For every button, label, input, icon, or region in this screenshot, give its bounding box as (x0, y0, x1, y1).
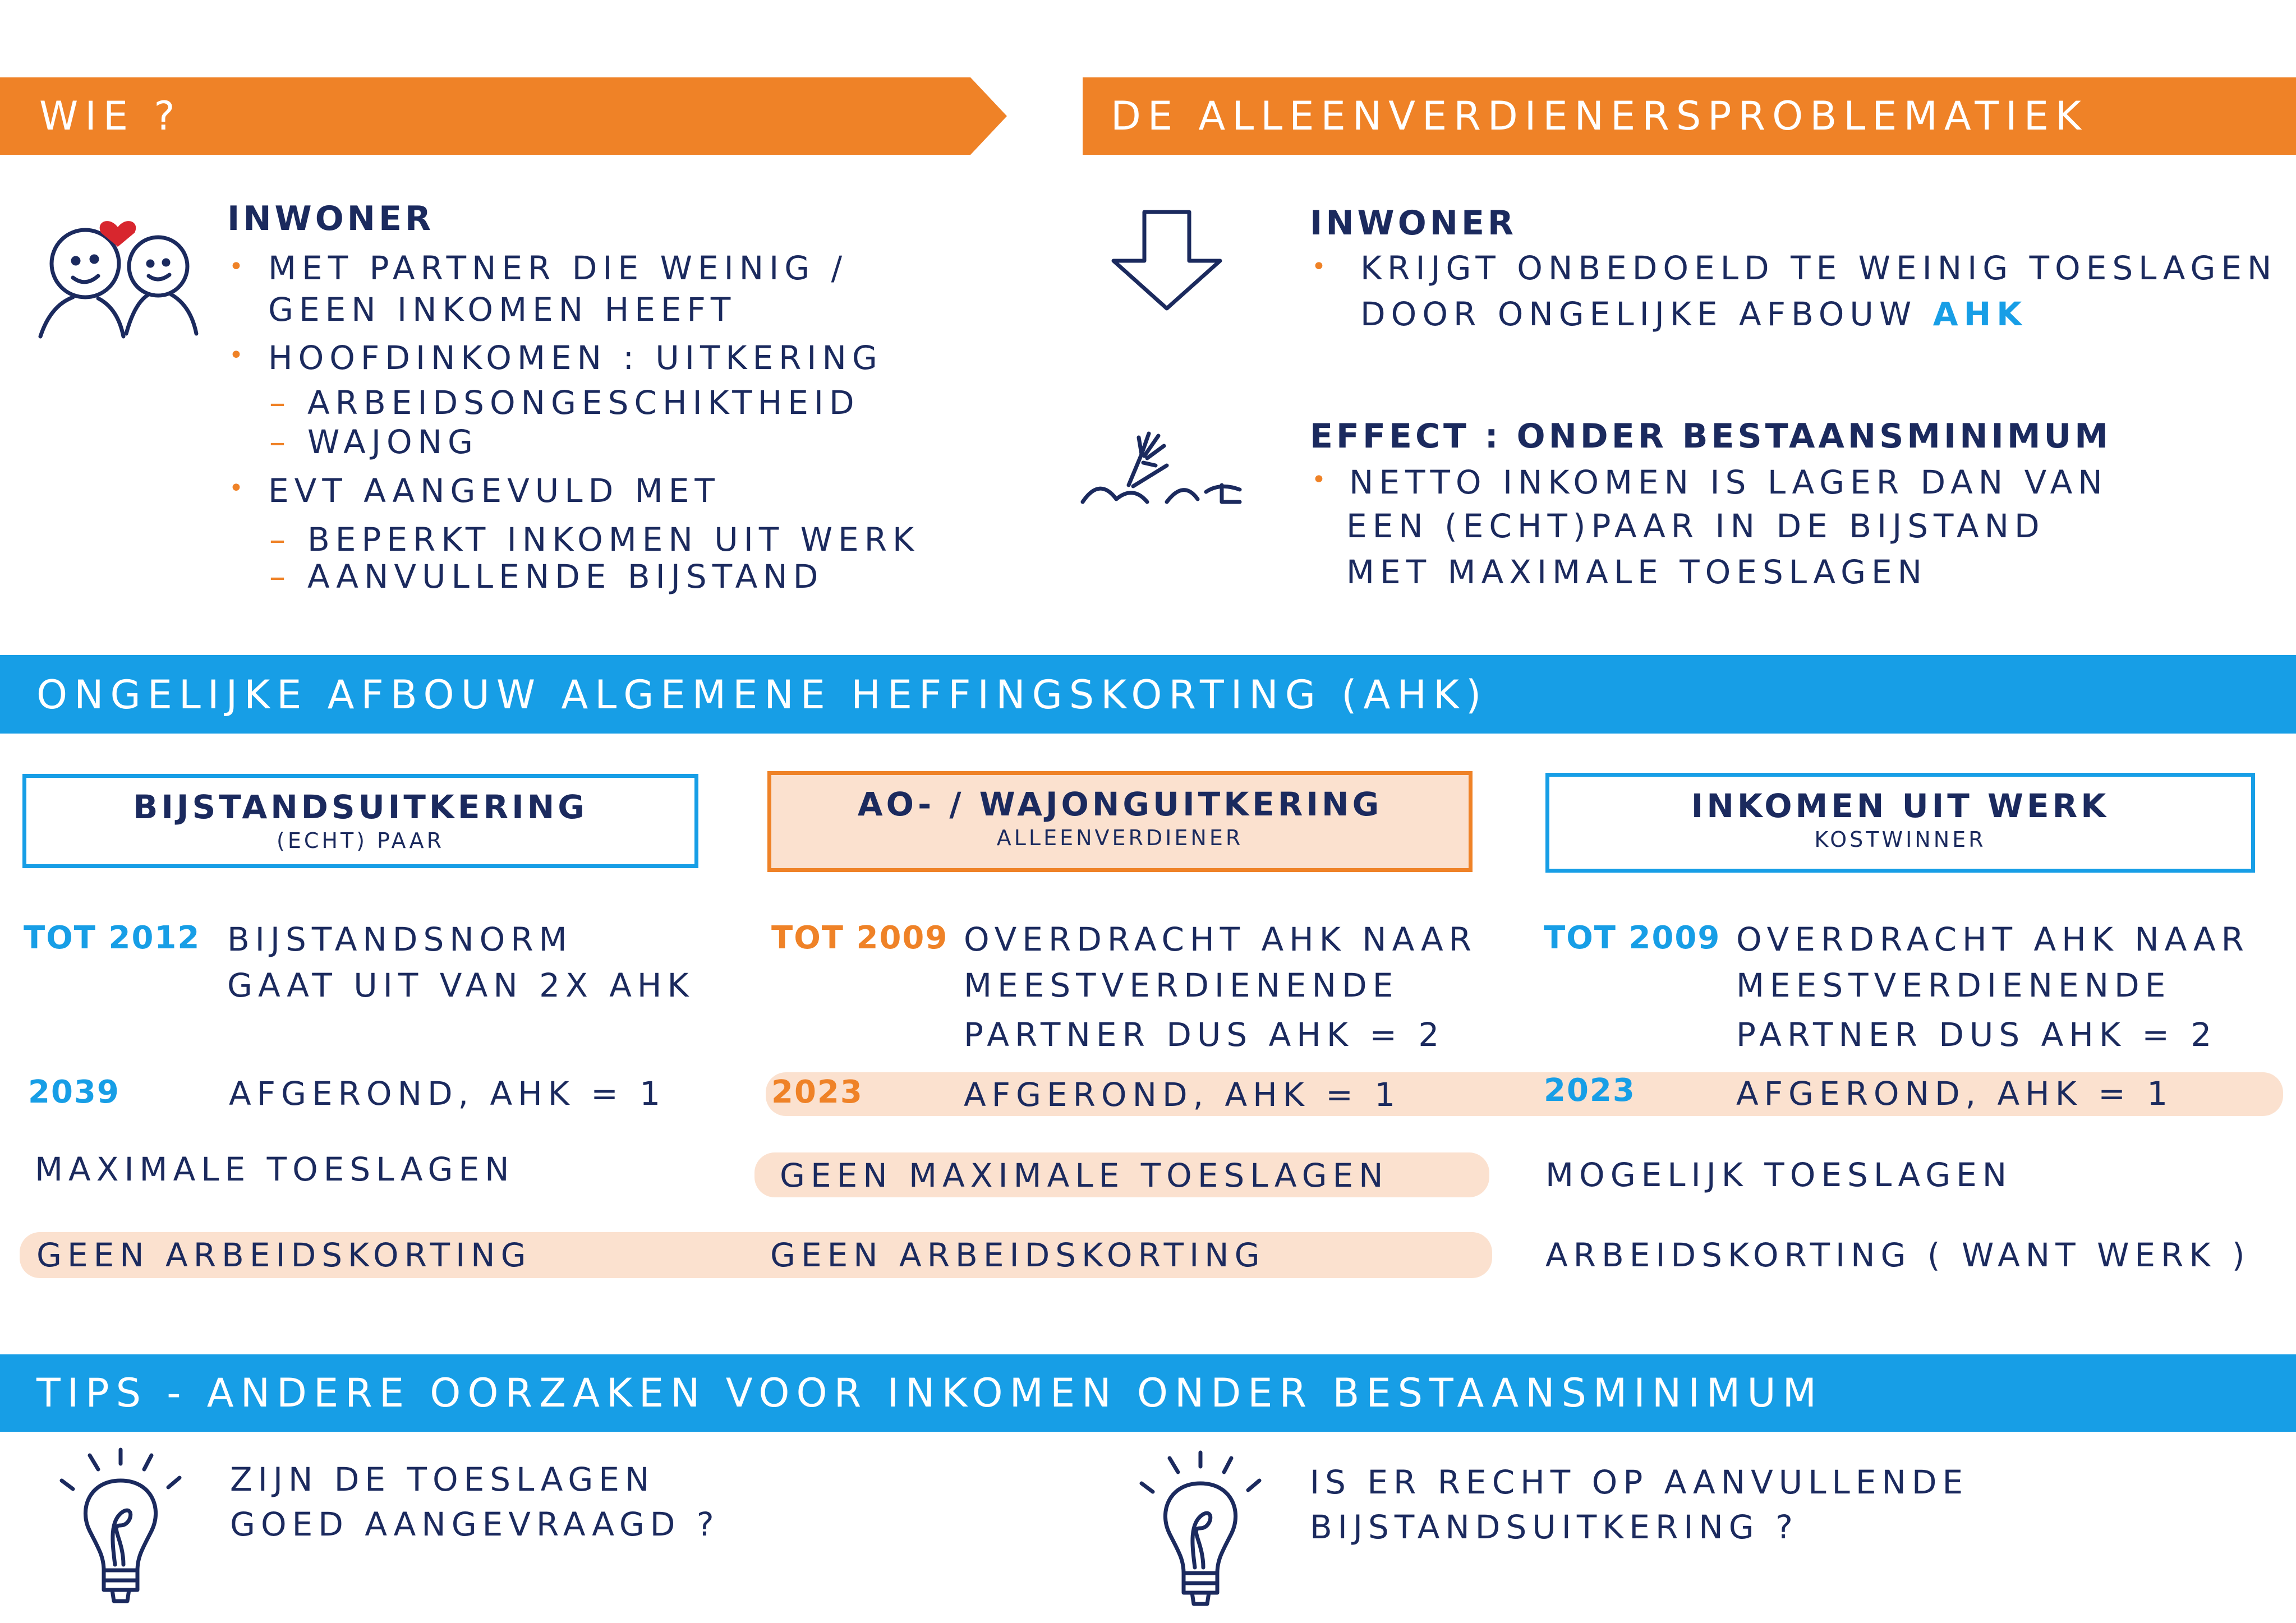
col2-text1-line1: OVERDRACHT AHK NAAR (964, 920, 1477, 958)
wie-bullet3-sub2: AANVULLENDE BIJSTAND (307, 557, 824, 596)
dash: – (269, 423, 291, 461)
arrow-down-icon (1099, 208, 1234, 320)
col2-text2: AFGEROND, AHK = 1 (964, 1076, 1401, 1114)
problem-line2 (1360, 292, 2027, 336)
wie-bullet2-sub2: WAJONG (307, 423, 478, 461)
col2-row4: GEEN ARBEIDSKORTING (770, 1236, 1266, 1274)
problem-title: DE ALLEENVERDIENERSPROBLEMATIEK (1111, 93, 2088, 139)
col1-text1-line1: BIJSTANDSNORM (227, 920, 573, 958)
couple-icon (34, 208, 202, 342)
year-label: 2023 (1544, 1072, 1636, 1109)
wie-bullet3: EVT AANGEVULD MET (268, 472, 720, 510)
col3-text1-line1: OVERDRACHT AHK NAAR (1736, 920, 2249, 958)
col1-text1-line2: GAAT UIT VAN 2X AHK (227, 966, 694, 1004)
year-label: 2039 (28, 1074, 120, 1110)
column-subtitle: KOSTWINNER (1814, 827, 1986, 852)
wie-title: WIE ? (39, 93, 182, 139)
problem-banner (1083, 77, 2296, 155)
ahk-accent: AHK (1932, 295, 2028, 333)
column-title: BIJSTANDSUITKERING (133, 788, 588, 826)
bullet-dot: • (229, 341, 243, 370)
column-header-bijstand (22, 774, 698, 868)
tip1-line2: GOED AANGEVRAAGD ? (230, 1505, 720, 1543)
problem-heading1: INWONER (1310, 204, 1517, 243)
col2-text1-line2: MEESTVERDIENENDE (964, 966, 1399, 1004)
wie-banner (0, 77, 1007, 155)
problem-effect-line3: MET MAXIMALE TOESLAGEN (1346, 553, 1928, 591)
column-subtitle: ALLEENVERDIENER (996, 826, 1244, 850)
wie-bullet2-sub1: ARBEIDSONGESCHIKTHEID (307, 384, 860, 422)
drowning-hand-icon (1077, 423, 1251, 519)
col1-row3: MAXIMALE TOESLAGEN (35, 1150, 515, 1188)
dash: – (269, 557, 291, 596)
tip2-line1: IS ER RECHT OP AANVULLENDE (1310, 1463, 1969, 1501)
wie-bullet3-sub1: BEPERKT INKOMEN UIT WERK (307, 520, 920, 559)
dash: – (269, 384, 291, 422)
bullet-dot: • (229, 474, 243, 502)
ahk-banner (0, 655, 2296, 734)
year-label: TOT 2009 (771, 920, 949, 956)
problem-heading2: EFFECT : ONDER BESTAANSMINIMUM (1310, 417, 2111, 456)
col1-row4: GEEN ARBEIDSKORTING (36, 1236, 532, 1274)
column-title: INKOMEN UIT WERK (1691, 787, 2110, 825)
col3-text1-line3: PARTNER DUS AHK = 2 (1736, 1016, 2217, 1054)
lightbulb-icon (53, 1447, 188, 1610)
year-label: TOT 2009 (1544, 920, 1721, 956)
tips-banner (0, 1354, 2296, 1432)
wie-bullet1-line1: MET PARTNER DIE WEINIG / (268, 249, 848, 287)
col3-text2: AFGEROND, AHK = 1 (1736, 1075, 2174, 1113)
wie-bullet1-line2: GEEN INKOMEN HEEFT (268, 291, 737, 329)
col3-text1-line2: MEESTVERDIENENDE (1736, 966, 2171, 1004)
problem-effect-line2: EEN (ECHT)PAAR IN DE BIJSTAND (1346, 507, 2045, 545)
col3-row4: ARBEIDSKORTING ( WANT WERK ) (1545, 1236, 2251, 1274)
tips-title: TIPS - ANDERE OORZAKEN VOOR INKOMEN ONDER BESTAANSMINIMUM (36, 1370, 1823, 1416)
tip2-line2: BIJSTANDSUITKERING ? (1310, 1508, 1798, 1546)
wie-heading: INWONER (227, 199, 435, 238)
problem-line2-text: DOOR ONGELIJKE AFBOUW (1360, 295, 1917, 333)
problem-effect-line1: NETTO INKOMEN IS LAGER DAN VAN (1349, 463, 2108, 501)
bullet-dot: • (1312, 252, 1326, 281)
col2-text1-line3: PARTNER DUS AHK = 2 (964, 1016, 1445, 1054)
bullet-dot: • (1312, 465, 1326, 494)
lightbulb-icon (1133, 1450, 1268, 1612)
col2-row3: GEEN MAXIMALE TOESLAGEN (780, 1156, 1389, 1195)
col1-text2: AFGEROND, AHK = 1 (229, 1075, 666, 1113)
ahk-title: ONGELIJKE AFBOUW ALGEMENE HEFFINGSKORTING (AHK) (36, 672, 1488, 718)
column-header-werk (1545, 773, 2255, 873)
year-label: TOT 2012 (24, 920, 201, 956)
heart-icon (100, 221, 136, 247)
dash: – (269, 520, 291, 559)
column-subtitle: (ECHT) PAAR (277, 828, 444, 853)
bullet-dot: • (229, 252, 243, 281)
problem-line1: KRIJGT ONBEDOELD TE WEINIG TOESLAGEN (1360, 249, 2277, 287)
column-header-wajong (767, 771, 1473, 872)
year-label: 2023 (771, 1074, 863, 1110)
col3-row3: MOGELIJK TOESLAGEN (1545, 1156, 2013, 1194)
column-title: AO- / WAJONGUITKERING (857, 785, 1383, 823)
wie-bullet2: HOOFDINKOMEN : UITKERING (268, 339, 883, 377)
tip1-line1: ZIJN DE TOESLAGEN (230, 1460, 655, 1498)
